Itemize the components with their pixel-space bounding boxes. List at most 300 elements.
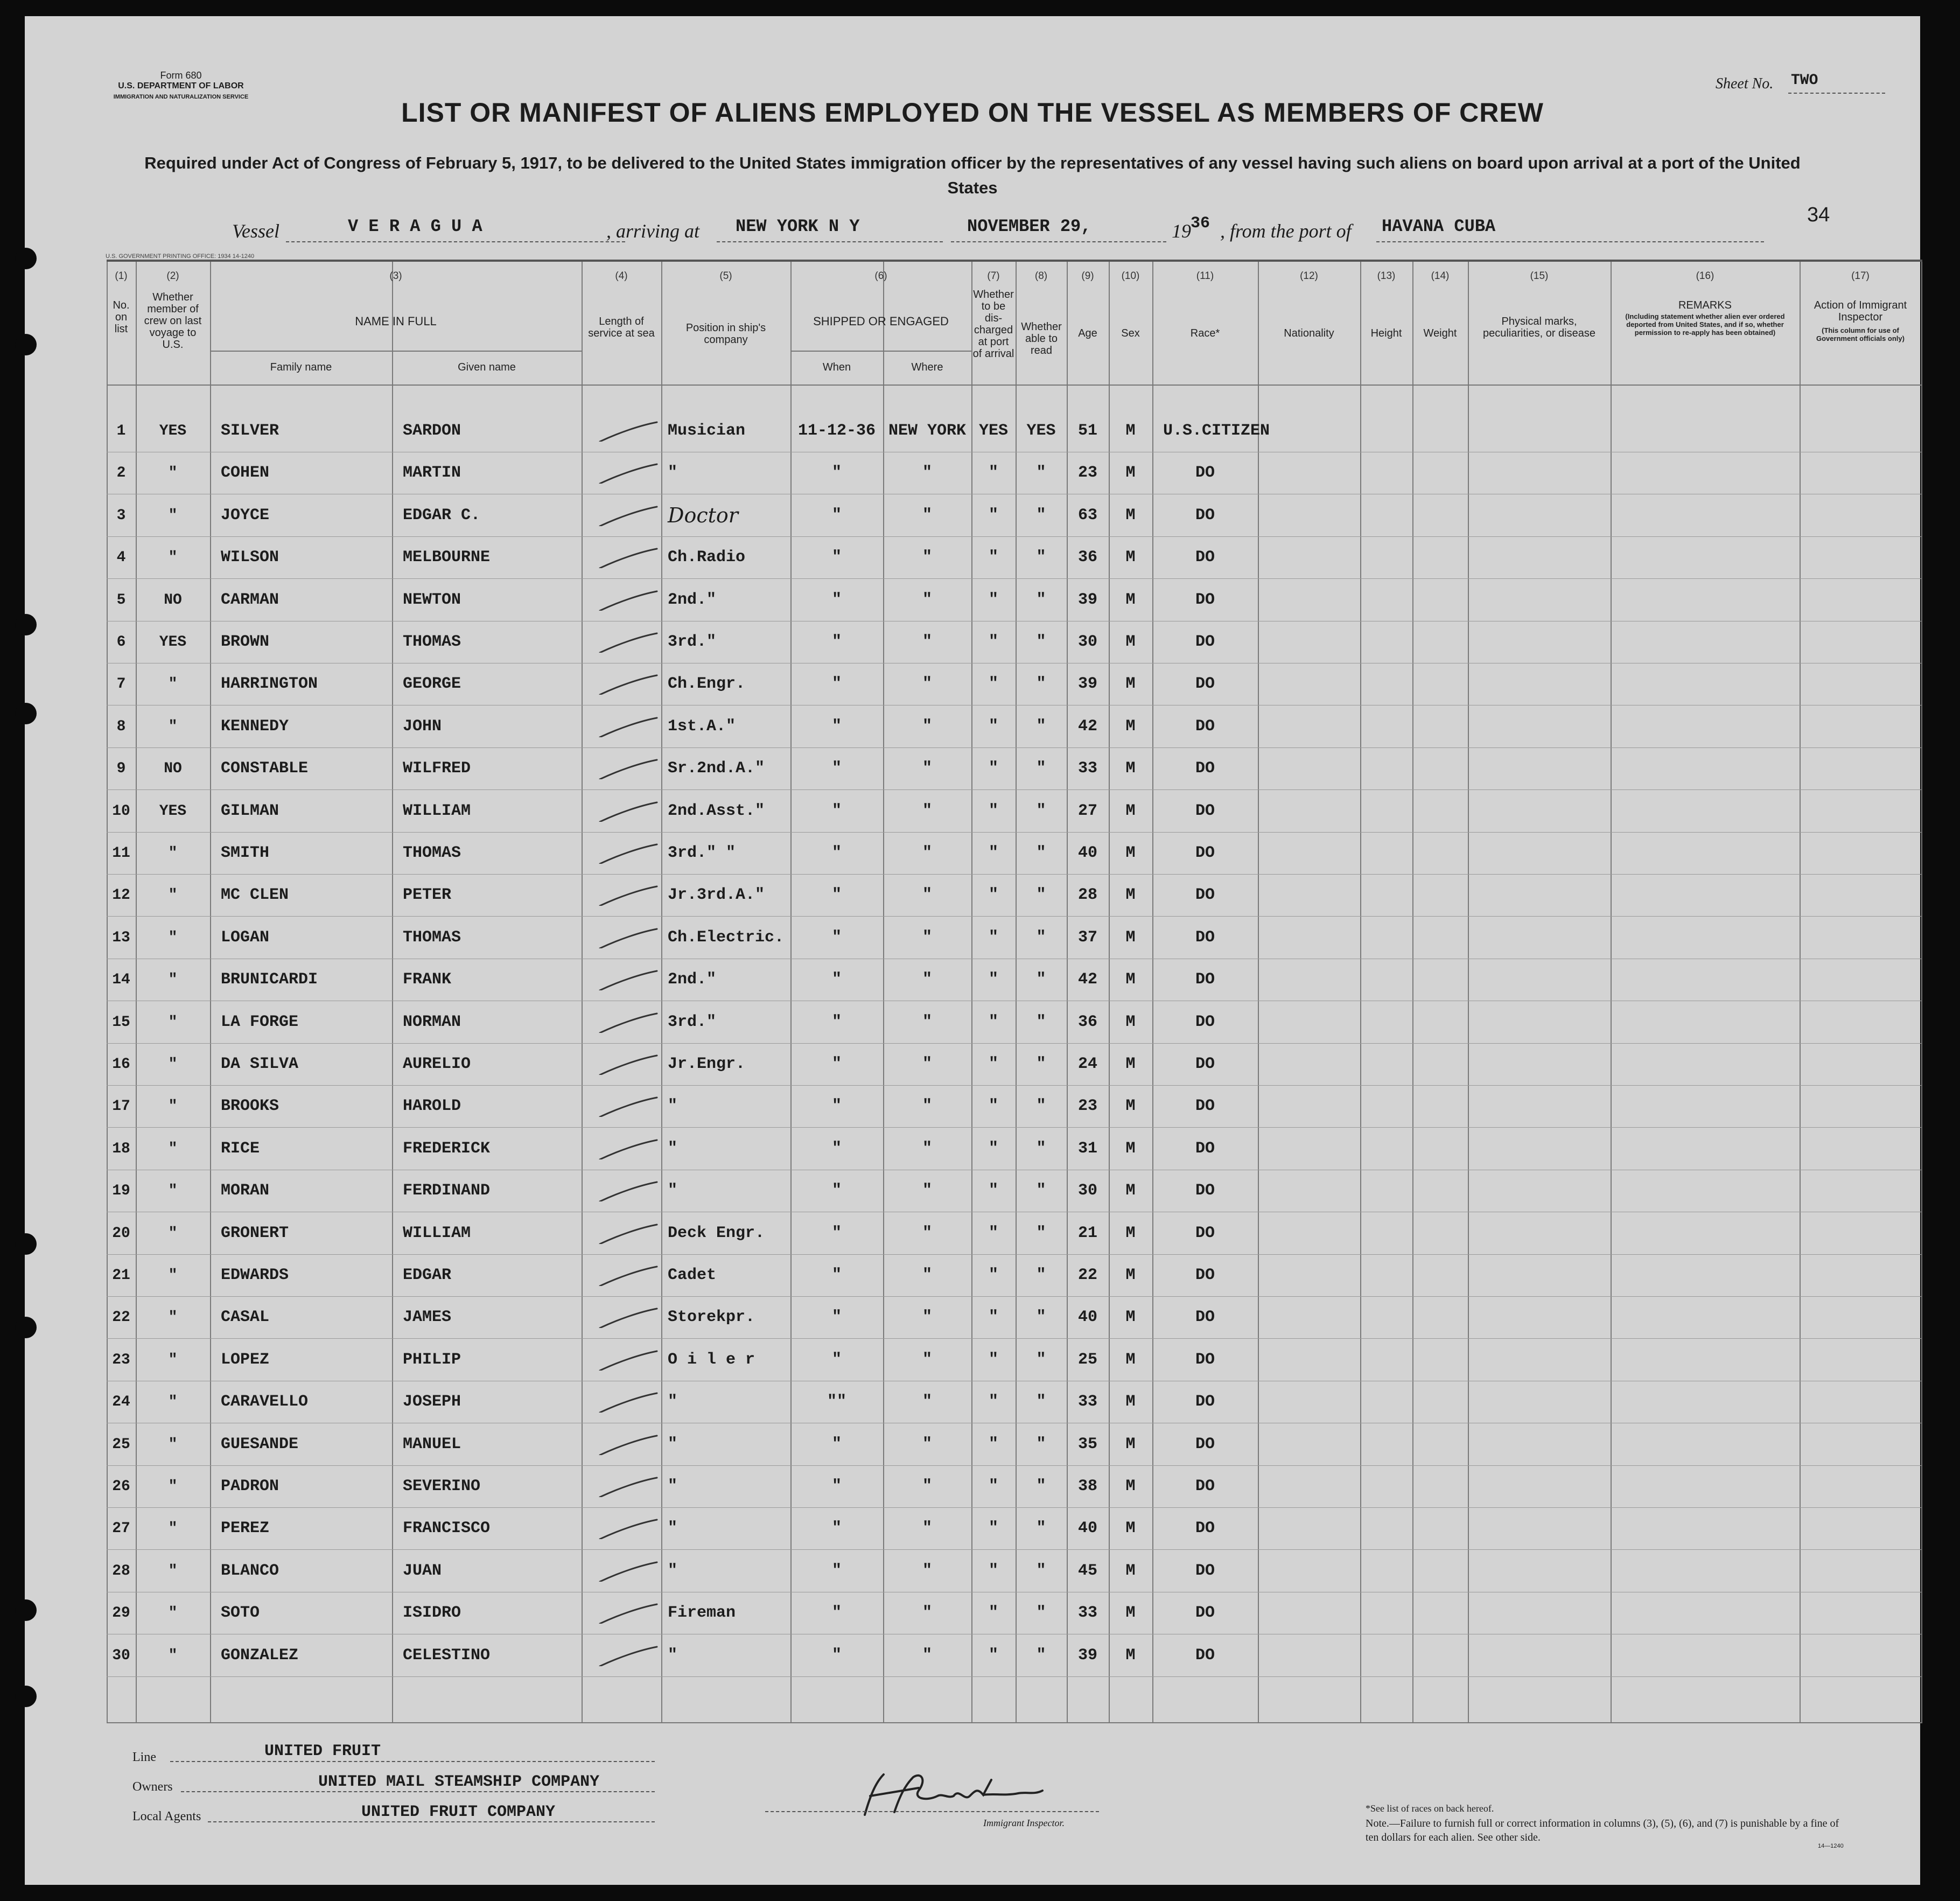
form-code: 14—1240 xyxy=(1818,1843,1844,1849)
date-underline xyxy=(951,241,1166,242)
age: 36 xyxy=(1077,1012,1097,1031)
previous-voyage: " xyxy=(168,676,178,693)
year-prefix: 19 xyxy=(1172,220,1191,242)
previous-voyage: " xyxy=(168,1647,178,1664)
crew-row xyxy=(107,410,1921,452)
row-number: 24 xyxy=(112,1394,130,1411)
header-race: Race* xyxy=(1190,327,1220,339)
shipped-when: " xyxy=(831,717,842,736)
able-to-read: " xyxy=(1036,1012,1046,1031)
service-tick-mark xyxy=(597,1560,661,1582)
header-age: Age xyxy=(1078,327,1097,339)
row-number: 2 xyxy=(116,465,126,482)
age: 22 xyxy=(1077,1266,1097,1284)
age: 35 xyxy=(1077,1435,1097,1453)
header-height: Height xyxy=(1370,327,1402,339)
crew-row xyxy=(107,1044,1921,1086)
given-name: MARTIN xyxy=(403,464,461,483)
able-to-read: " xyxy=(1036,1604,1046,1623)
sex: M xyxy=(1125,1435,1136,1453)
discharged: " xyxy=(988,1477,998,1495)
able-to-read: " xyxy=(1036,844,1046,862)
shipped-where: " xyxy=(922,928,932,947)
race: DO xyxy=(1195,1308,1215,1327)
binder-hole xyxy=(15,614,37,635)
sex: M xyxy=(1125,590,1136,609)
given-name: THOMAS xyxy=(403,928,461,947)
given-name: EDGAR C. xyxy=(403,506,481,525)
position: " xyxy=(668,1646,678,1665)
header-when: When xyxy=(822,361,851,373)
given-name: MANUEL xyxy=(403,1435,461,1453)
header-previous-voyage: Whether member of crew on last voyage to U.S. xyxy=(144,291,202,351)
header-action-note: (This column for use of Government officials only) xyxy=(1816,326,1905,343)
discharged: " xyxy=(988,1055,998,1073)
col-number: (8) xyxy=(1034,270,1048,282)
previous-voyage: " xyxy=(168,1267,178,1284)
crew-row xyxy=(107,579,1921,621)
family-name: LOPEZ xyxy=(221,1350,270,1369)
given-name: JUAN xyxy=(403,1561,442,1580)
previous-voyage: " xyxy=(168,1225,178,1242)
position: Ch.Electric. xyxy=(668,928,785,947)
shipped-where: " xyxy=(922,675,932,694)
inspector-signature xyxy=(832,1764,1112,1828)
header-no-on-list: No. on list xyxy=(113,299,130,335)
position: " xyxy=(668,1435,678,1453)
position: 3rd." xyxy=(668,1012,717,1031)
shipped-when: " xyxy=(831,1055,842,1073)
shipped-when: " xyxy=(831,1646,842,1665)
service-tick-mark xyxy=(597,673,661,695)
race: DO xyxy=(1195,1224,1215,1242)
inspector-label: Immigrant Inspector. xyxy=(983,1818,1065,1828)
age: 40 xyxy=(1077,844,1097,862)
service-tick-mark xyxy=(597,547,661,568)
able-to-read: " xyxy=(1036,1139,1046,1158)
family-name: SMITH xyxy=(221,844,270,862)
able-to-read: " xyxy=(1036,1055,1046,1073)
family-name: MORAN xyxy=(221,1182,270,1200)
family-name: GRONERT xyxy=(221,1224,289,1242)
sex: M xyxy=(1125,1139,1136,1158)
shipped-when: " xyxy=(831,1604,842,1623)
service-tick-mark xyxy=(597,1053,661,1075)
sex: M xyxy=(1125,1519,1136,1538)
header-discharged: Whether to be dis-charged at port of arrival xyxy=(972,289,1014,360)
row-number: 4 xyxy=(116,549,126,567)
row-number: 9 xyxy=(116,760,126,778)
header-where: Where xyxy=(911,361,943,373)
age: 39 xyxy=(1077,590,1097,609)
family-name: LOGAN xyxy=(221,928,270,947)
sex: M xyxy=(1125,464,1136,483)
family-name: CASAL xyxy=(221,1308,270,1327)
service-tick-mark xyxy=(597,420,661,442)
race: DO xyxy=(1195,1646,1215,1665)
previous-voyage: " xyxy=(168,1562,178,1579)
service-tick-mark xyxy=(597,969,661,990)
from-port-label: , from the port of xyxy=(1220,220,1352,242)
discharged: " xyxy=(988,1561,998,1580)
signature-underline xyxy=(765,1811,1099,1812)
shipped-where: " xyxy=(922,1561,932,1580)
row-number: 17 xyxy=(112,1098,130,1115)
shipped-where: " xyxy=(922,506,932,525)
col-number: (5) xyxy=(719,270,732,282)
previous-voyage: " xyxy=(168,1056,178,1073)
shipped-where: " xyxy=(922,1435,932,1453)
age: 21 xyxy=(1077,1224,1097,1242)
shipped-when: " xyxy=(831,506,842,525)
row-number: 7 xyxy=(116,676,126,693)
able-to-read: " xyxy=(1036,1097,1046,1116)
family-name: RICE xyxy=(221,1139,260,1158)
discharged: " xyxy=(988,717,998,736)
age: 28 xyxy=(1077,886,1097,905)
arrival-year: 36 xyxy=(1191,214,1210,233)
sex: M xyxy=(1125,801,1136,820)
crew-row xyxy=(107,1255,1921,1297)
header-given-name: Given name xyxy=(458,361,516,373)
row-number: 14 xyxy=(112,972,130,989)
shipped-where: " xyxy=(922,633,932,651)
age: 33 xyxy=(1077,759,1097,778)
shipped-where: " xyxy=(922,1393,932,1411)
vessel-underline xyxy=(286,241,625,242)
race: DO xyxy=(1195,886,1215,905)
race: DO xyxy=(1195,1435,1215,1453)
race: DO xyxy=(1195,1055,1215,1073)
discharged: " xyxy=(988,1435,998,1453)
previous-voyage: " xyxy=(168,972,178,989)
col-number: (3) xyxy=(389,270,402,282)
shipped-when: 11-12-36 xyxy=(797,422,876,440)
position: 3rd." " xyxy=(668,844,736,862)
race: DO xyxy=(1195,633,1215,651)
discharged: " xyxy=(988,1350,998,1369)
able-to-read: " xyxy=(1036,759,1046,778)
position: Ch.Radio xyxy=(668,548,746,567)
row-number: 6 xyxy=(116,634,126,651)
previous-voyage: " xyxy=(168,1098,178,1115)
shipped-when: "" xyxy=(827,1393,846,1411)
sex: M xyxy=(1125,1182,1136,1200)
race: DO xyxy=(1195,1097,1215,1116)
owners-underline xyxy=(181,1791,655,1792)
sex: M xyxy=(1125,1393,1136,1411)
race: DO xyxy=(1195,1350,1215,1369)
header-nationality: Nationality xyxy=(1284,327,1334,339)
discharged: " xyxy=(988,1604,998,1623)
age: 30 xyxy=(1077,633,1097,651)
vessel-name: V E R A G U A xyxy=(348,216,482,236)
header-sex: Sex xyxy=(1121,327,1140,339)
discharged: " xyxy=(988,464,998,483)
line-label: Line xyxy=(132,1750,156,1764)
given-name: PETER xyxy=(403,886,452,905)
given-name: NEWTON xyxy=(403,590,461,609)
discharged: " xyxy=(988,1224,998,1242)
discharged: " xyxy=(988,633,998,651)
service-tick-mark xyxy=(597,927,661,948)
given-name: JOHN xyxy=(403,717,442,736)
service-name: IMMIGRATION AND NATURALIZATION SERVICE xyxy=(113,94,249,100)
departure-port: HAVANA CUBA xyxy=(1382,216,1496,236)
family-name: DA SILVA xyxy=(221,1055,299,1073)
position: Storekpr. xyxy=(668,1308,755,1327)
age: 33 xyxy=(1077,1604,1097,1623)
vessel-label: Vessel xyxy=(232,220,279,242)
position: 2nd." xyxy=(668,970,717,989)
race: DO xyxy=(1195,970,1215,989)
discharged: " xyxy=(988,590,998,609)
crew-row xyxy=(107,1002,1921,1044)
sex: M xyxy=(1125,1477,1136,1495)
shipped-where: " xyxy=(922,1519,932,1538)
position: Cadet xyxy=(668,1266,717,1284)
sex: M xyxy=(1125,1308,1136,1327)
given-name: FREDERICK xyxy=(403,1139,491,1158)
able-to-read: " xyxy=(1036,675,1046,694)
header-bottom-line xyxy=(107,385,1922,386)
agents-label: Local Agents xyxy=(132,1809,201,1823)
service-tick-mark xyxy=(597,1095,661,1117)
sex: M xyxy=(1125,1097,1136,1116)
crew-row xyxy=(107,1128,1921,1170)
crew-row xyxy=(107,495,1921,537)
age: 27 xyxy=(1077,801,1097,820)
crew-row xyxy=(107,1550,1921,1592)
age: 23 xyxy=(1077,1097,1097,1116)
crew-row xyxy=(107,1508,1921,1550)
service-tick-mark xyxy=(597,631,661,653)
given-name: FRANK xyxy=(403,970,452,989)
service-tick-mark xyxy=(597,1645,661,1666)
header-physical-marks: Physical marks, peculiarities, or disease xyxy=(1483,316,1595,339)
shipped-when: " xyxy=(831,548,842,567)
sex: M xyxy=(1125,675,1136,694)
sex: M xyxy=(1125,548,1136,567)
age: 63 xyxy=(1077,506,1097,525)
position: " xyxy=(668,464,678,483)
position: " xyxy=(668,1139,678,1158)
previous-voyage: " xyxy=(168,1436,178,1453)
shipped-when: " xyxy=(831,590,842,609)
given-name: GEORGE xyxy=(403,675,461,694)
age: 38 xyxy=(1077,1477,1097,1495)
age: 40 xyxy=(1077,1519,1097,1538)
family-name: CARAVELLO xyxy=(221,1393,309,1411)
binder-hole xyxy=(15,1233,37,1255)
shipped-where: " xyxy=(922,1012,932,1031)
service-tick-mark xyxy=(597,758,661,779)
header-action-inspector: Action of Immigrant Inspector xyxy=(1814,299,1907,323)
header-remarks: REMARKS xyxy=(1678,299,1732,311)
crew-row xyxy=(107,748,1921,790)
shipped-when: " xyxy=(831,759,842,778)
sex: M xyxy=(1125,844,1136,862)
header-family-name: Family name xyxy=(270,361,332,373)
manifest-sheet xyxy=(25,16,1920,1885)
col-number: (2) xyxy=(166,270,179,282)
col-number: (10) xyxy=(1121,270,1140,282)
shipped-when: " xyxy=(831,1012,842,1031)
position: Jr.Engr. xyxy=(668,1055,746,1073)
sex: M xyxy=(1125,1350,1136,1369)
sheet-label: Sheet No. xyxy=(1716,75,1774,92)
able-to-read: " xyxy=(1036,1646,1046,1665)
previous-voyage: NO xyxy=(164,760,182,778)
previous-voyage: " xyxy=(168,929,178,946)
race: U.S.CITIZEN xyxy=(1163,422,1270,440)
crew-row xyxy=(107,875,1921,917)
line-underline xyxy=(170,1761,655,1762)
service-tick-mark xyxy=(597,462,661,484)
agents-underline xyxy=(208,1821,655,1822)
shipped-where: " xyxy=(922,590,932,609)
previous-voyage: " xyxy=(168,845,178,862)
position: Jr.3rd.A." xyxy=(668,886,765,905)
able-to-read: " xyxy=(1036,1308,1046,1327)
family-name: PEREZ xyxy=(221,1519,270,1538)
able-to-read: " xyxy=(1036,633,1046,651)
service-tick-mark xyxy=(597,842,661,864)
crew-row xyxy=(107,537,1921,579)
able-to-read: " xyxy=(1036,1266,1046,1284)
given-name: CELESTINO xyxy=(403,1646,491,1665)
shipped-where: " xyxy=(922,1604,932,1623)
shipped-when: " xyxy=(831,1097,842,1116)
position: Doctor xyxy=(668,503,738,527)
shipped-when: " xyxy=(831,675,842,694)
position: Deck Engr. xyxy=(668,1224,765,1242)
crew-row xyxy=(107,1592,1921,1634)
service-tick-mark xyxy=(597,1349,661,1371)
age: 51 xyxy=(1077,422,1097,440)
binder-hole xyxy=(15,1317,37,1338)
able-to-read: " xyxy=(1036,970,1046,989)
sex: M xyxy=(1125,1055,1136,1073)
row-number: 20 xyxy=(112,1225,130,1242)
position: " xyxy=(668,1393,678,1411)
able-to-read: " xyxy=(1036,1224,1046,1242)
race: DO xyxy=(1195,464,1215,483)
crew-row xyxy=(107,1466,1921,1508)
sex: M xyxy=(1125,422,1136,440)
previous-voyage: " xyxy=(168,1394,178,1411)
discharged: " xyxy=(988,1519,998,1538)
sex: M xyxy=(1125,633,1136,651)
col-number: (12) xyxy=(1300,270,1318,282)
age: 25 xyxy=(1077,1350,1097,1369)
able-to-read: " xyxy=(1036,1182,1046,1200)
family-name: PADRON xyxy=(221,1477,279,1495)
race: DO xyxy=(1195,1012,1215,1031)
binder-hole xyxy=(15,1686,37,1707)
shipped-when: " xyxy=(831,1477,842,1495)
arriving-label: , arriving at xyxy=(606,220,700,242)
given-name: WILLIAM xyxy=(403,801,471,820)
previous-voyage: " xyxy=(168,718,178,735)
race: DO xyxy=(1195,1561,1215,1580)
col-number: (14) xyxy=(1431,270,1450,282)
department-name: U.S. DEPARTMENT OF LABOR xyxy=(118,81,244,90)
shipped-where: " xyxy=(922,464,932,483)
able-to-read: " xyxy=(1036,928,1046,947)
row-number: 16 xyxy=(112,1056,130,1073)
crew-row xyxy=(107,1339,1921,1381)
family-name: GUESANDE xyxy=(221,1435,299,1453)
family-name: BRUNICARDI xyxy=(221,970,318,989)
service-tick-mark xyxy=(597,1222,661,1244)
race: DO xyxy=(1195,1139,1215,1158)
age: 33 xyxy=(1077,1393,1097,1411)
given-name: HAROLD xyxy=(403,1097,461,1116)
race: DO xyxy=(1195,506,1215,525)
given-name: SEVERINO xyxy=(403,1477,481,1495)
age: 36 xyxy=(1077,548,1097,567)
row-number: 22 xyxy=(112,1309,130,1326)
discharged: " xyxy=(988,1308,998,1327)
family-name: JOYCE xyxy=(221,506,270,525)
shipped-where: " xyxy=(922,1477,932,1495)
given-name: JOSEPH xyxy=(403,1393,461,1411)
sex: M xyxy=(1125,1266,1136,1284)
crew-row xyxy=(107,1086,1921,1128)
page-subtitle: Required under Act of Congress of February 5, 1917, to be delivered to the United States immigration officer by the representatives of any vessel having such aliens on board upon arrival at a port of the United States xyxy=(144,153,1801,197)
row-number: 27 xyxy=(112,1520,130,1537)
able-to-read: " xyxy=(1036,506,1046,525)
shipped-where: " xyxy=(922,801,932,820)
row-number: 3 xyxy=(116,507,126,524)
able-to-read: " xyxy=(1036,717,1046,736)
col-number: (7) xyxy=(987,270,1000,282)
service-tick-mark xyxy=(597,1602,661,1624)
shipped-where: " xyxy=(922,759,932,778)
previous-voyage: " xyxy=(168,1351,178,1368)
previous-voyage: NO xyxy=(164,591,182,609)
family-name: BROOKS xyxy=(221,1097,279,1116)
previous-voyage: " xyxy=(168,507,178,524)
position: " xyxy=(668,1477,678,1495)
position: 3rd." xyxy=(668,633,717,651)
position: " xyxy=(668,1182,678,1200)
family-name: KENNEDY xyxy=(221,717,289,736)
form-number: Form 680 xyxy=(160,70,202,81)
sex: M xyxy=(1125,928,1136,947)
sex: M xyxy=(1125,1012,1136,1031)
name-subline xyxy=(210,351,582,352)
age: 37 xyxy=(1077,928,1097,947)
service-tick-mark xyxy=(597,1306,661,1328)
row-number: 10 xyxy=(112,802,130,820)
row-number: 25 xyxy=(112,1436,130,1453)
crew-row xyxy=(107,706,1921,748)
row-number: 8 xyxy=(116,718,126,735)
shipped-where: " xyxy=(922,1182,932,1200)
crew-row xyxy=(107,663,1921,705)
given-name: ISIDRO xyxy=(403,1604,461,1623)
row-number: 29 xyxy=(112,1605,130,1622)
sex: M xyxy=(1125,506,1136,525)
age: 40 xyxy=(1077,1308,1097,1327)
given-name: AURELIO xyxy=(403,1055,471,1073)
family-name: EDWARDS xyxy=(221,1266,289,1284)
shipped-when: " xyxy=(831,1561,842,1580)
able-to-read: " xyxy=(1036,801,1046,820)
able-to-read: " xyxy=(1036,1435,1046,1453)
